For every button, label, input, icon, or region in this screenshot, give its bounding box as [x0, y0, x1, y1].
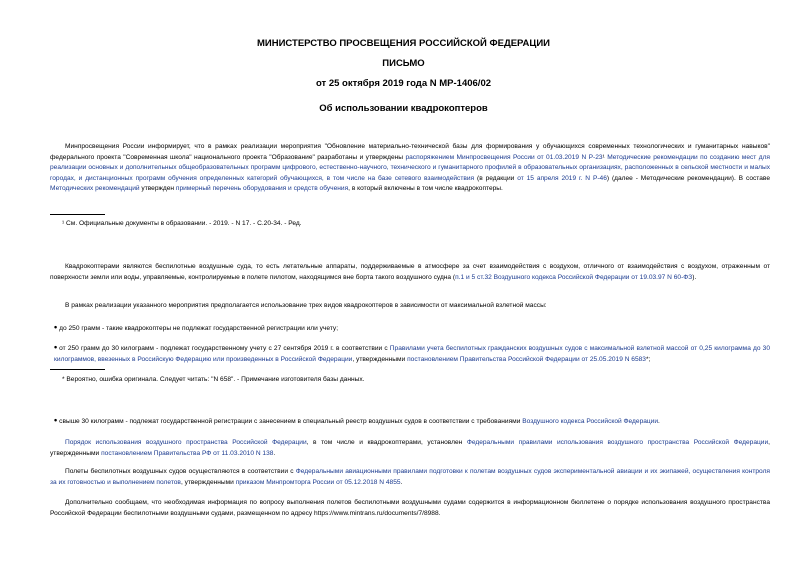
- text: , в том числе и квадрокоптерами, установлен: [306, 439, 467, 446]
- list-item-250g-to-30kg: [54, 342, 770, 365]
- document-date-number: от 25 октября 2019 года N МР-1406/02: [315, 78, 492, 89]
- text: ).: [692, 273, 697, 281]
- link-method-recommendations[interactable]: Методические рекомендации по созданию мест для реализации основных и дополнительных общеобразовательных программ цифрового, естественно-научного, технического и гуманитарного профилей в образовательных организациях, расположенных в сельской местности и малых городах, и дистанционных программ обучения определенных категорий обучающихся, в том числе на базе сетевого взаимодействия: [50, 153, 770, 182]
- document-type: ПИСЬМО: [382, 58, 425, 69]
- footnote-divider-2: [50, 369, 105, 370]
- footnote-divider: [50, 214, 105, 215]
- link-government-decree-658[interactable]: постановлением Правительства Российской Федерации от 25.05.2019 N 6583: [407, 355, 646, 363]
- ministry-title: МИНИСТЕРСТВО ПРОСВЕЩЕНИЯ РОССИЙСКОЙ ФЕДЕРАЦИИ: [256, 38, 551, 49]
- text: *;: [645, 355, 651, 363]
- paragraph-intro: [50, 142, 770, 195]
- bullet-icon: •: [54, 415, 58, 425]
- text: .: [658, 418, 660, 425]
- paragraph-types: В рамках реализации указанного мероприятия предполагается использование трех видов квадрокоптеров в зависимости от максимальной взлетной массы:: [65, 302, 547, 309]
- footnote-1: ¹ См. Официальные документы в образовании. - 2019. - N 17. - С.20-34. - Ред.: [62, 220, 302, 227]
- document-subject: Об использовании квадрокоптеров: [319, 103, 488, 114]
- link-equipment-list[interactable]: примерный перечень оборудования и средств обучения: [175, 185, 349, 192]
- list-item-up-to-250g: [54, 322, 770, 335]
- text: , утвержденными: [352, 355, 408, 363]
- paragraph-airspace-rules: [50, 438, 770, 459]
- text: (в редакции: [474, 174, 518, 182]
- link-federal-airspace-rules[interactable]: Федеральными правилами использования воздушного пространства Российской Федерации: [466, 439, 769, 446]
- text: Квадрокоптерами являются беспилотные воздушные суда, то есть летательные аппараты, поддерживаемые в атмосфере за счет взаимодействия с воздухом, отличного от взаимодействия с воздухом, отраженным от поверхности земли или воды, управляемые, контролируемые в полете пилотом, находящимся вне борта такого воздушного судна (: [50, 263, 770, 281]
- text: .: [400, 478, 403, 486]
- text: Минпросвещения России информирует, что в рамках реализации мероприятия "Обновление материально-технической базы для формирования у обучающихся современных технологических и гуманитарных навыков" федерального проекта "Современная школа" национального проекта "Образование" разработаны и утверждены: [50, 143, 770, 161]
- footnote-2: * Вероятно, ошибка оригинала. Следует читать: "N 658". - Примечание изготовителя базы данных.: [62, 376, 365, 383]
- text: Полеты беспилотных воздушных судов осуществляются в соответствии с: [65, 468, 296, 475]
- link-decree-138[interactable]: постановлением Правительства РФ от 11.03.2010 N 138: [101, 449, 274, 457]
- link-order-r46[interactable]: от 15 апреля 2019 г. N Р-46: [517, 174, 607, 182]
- link-order-4855[interactable]: приказом Минпромторга России от 05.12.2018 N 4855: [235, 478, 401, 486]
- link-air-code-art32[interactable]: п.1 и 5 ст.32 Воздушного кодекса Российской Федерации от 19.03.97 N 60-ФЗ: [455, 273, 693, 281]
- paragraph-additional-info: Дополнительно сообщаем, что необходимая информация по вопросу выполнения полетов беспилотными воздушными судами содержится в информационном бюллетене о порядке использования воздушного пространства Российской Федерации беспилотными воздушными судами, размещенном по адресу https://www.mintrans.ru/documents/7/8988.: [50, 499, 770, 517]
- bullet-icon: •: [54, 322, 58, 332]
- paragraph-flight-rules: [50, 467, 770, 488]
- text: свыше 30 килограмм - подлежат государственной регистрации с занесением в специальный реестр воздушных судов в соответствии с требованиями: [59, 418, 523, 425]
- link-registration-rules[interactable]: Правилами учета беспилотных гражданских воздушных судов с максимальной взлетной массой от 0,25 килограмма до 30 килограммов, ввезенных в Российскую Федерацию или произведенных в Российской Федерации: [54, 345, 770, 363]
- link-federal-aviation-rules[interactable]: Федеральными авиационными правилами подготовки к полетам воздушных судов экспериментальной авиации и их экипажей, осуществления контроля за их готовностью и выполнением полетов: [50, 468, 770, 486]
- text: ¹: [602, 153, 608, 161]
- text: , утвержденными: [180, 478, 236, 486]
- text: , в который включены в том числе квадрокоптеры.: [348, 185, 503, 192]
- text: ) (далее - Методические рекомендации). В составе: [606, 174, 770, 182]
- text: , утвержденными: [50, 439, 770, 457]
- bullet-icon: •: [54, 342, 58, 352]
- link-method-recommendations-2[interactable]: Методических рекомендаций: [50, 185, 140, 192]
- text: .: [273, 449, 276, 457]
- text: от 250 грамм до 30 килограмм - подлежат государственному учету с 27 сентября 2019 г. в соответствии с: [59, 345, 390, 352]
- link-air-code[interactable]: Воздушного кодекса Российской Федерации: [522, 418, 659, 425]
- paragraph-definition: [50, 262, 770, 283]
- text: утвержден: [139, 185, 176, 192]
- link-order-r23[interactable]: распоряжением Минпросвещения России от 01.03.2019 N Р-23: [405, 153, 603, 161]
- list-item-over-30kg: [54, 415, 770, 428]
- link-airspace-procedure[interactable]: Порядок использования воздушного пространства Российской Федерации: [65, 439, 307, 446]
- text: до 250 грамм - такие квадрокоптеры не подлежат государственной регистрации или учету;: [59, 325, 339, 332]
